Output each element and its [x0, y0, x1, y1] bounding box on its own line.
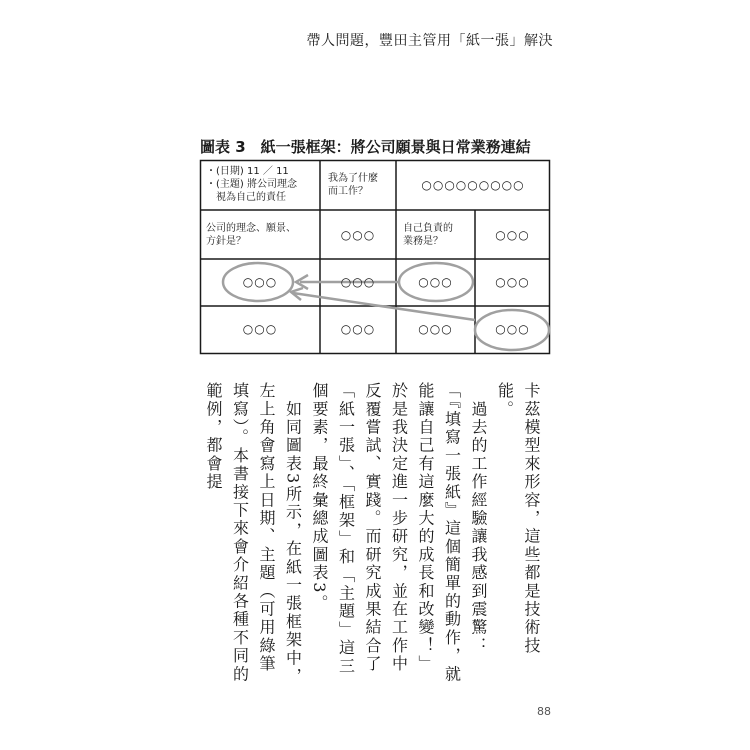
cell-date-line-1: ・(日期) 11 ／ 11	[206, 166, 289, 177]
cell-placeholder-r3c1: ○○○	[242, 275, 278, 289]
frame-grid	[200, 160, 550, 354]
cell-theme-line-3: 視為自己的責任	[206, 192, 286, 203]
cell-theme-line-2: ・(主題) 將公司理念	[206, 179, 297, 190]
figure-title: 圖表 3 紙一張框架：將公司願景與日常業務連結	[200, 138, 531, 156]
cell-long-placeholder: ○○○○○○○○○	[421, 178, 525, 192]
body-paragraph-2: 過去的工作經驗讓我感到震驚：「『填寫一張紙』這個簡單的動作，就能讓自己有這麼大的成長和改變！」於是我決定進一步研究，並在工作中反覆嘗試、實踐。而研究成果結合了「紙一張」、「框架」和「主題」這三個要素，最終彙總成圖表3。	[310, 382, 488, 684]
body-text	[200, 382, 545, 690]
cell-placeholder-r4c3: ○○○	[418, 322, 453, 336]
cell-placeholder-r3c3: ○○○	[418, 275, 453, 289]
cell-own-duties: 自己負責的 業務是？	[403, 223, 453, 247]
body-paragraph-1: 卡茲模型來形容，這些都是技術技能。	[495, 382, 541, 655]
page-number: 88	[537, 705, 551, 718]
cell-company-philosophy: 公司的理念、願景、 方針是？	[206, 223, 296, 247]
cell-placeholder-r4c2: ○○○	[340, 322, 376, 336]
cell-placeholder-r4c4: ○○○	[495, 322, 530, 336]
cell-placeholder-r4c1: ○○○	[242, 322, 278, 336]
cell-placeholder-r3c4: ○○○	[495, 275, 530, 289]
cell-placeholder-r2c2: ○○○	[340, 228, 376, 242]
body-paragraph-3: 如同圖表3所示，在紙一張框架中，左上角會寫上日期、主題（可用綠筆填寫）。本書接下來會介紹各種不同的範例，都會提	[204, 382, 303, 686]
running-header: 帶人問題，豐田主管用「紙一張」解決	[306, 33, 553, 49]
cell-placeholder-r2c4: ○○○	[495, 228, 530, 242]
cell-placeholder-r3c2: ○○○	[340, 275, 376, 289]
cell-why-work: 我為了什麼 而工作？	[328, 173, 378, 197]
